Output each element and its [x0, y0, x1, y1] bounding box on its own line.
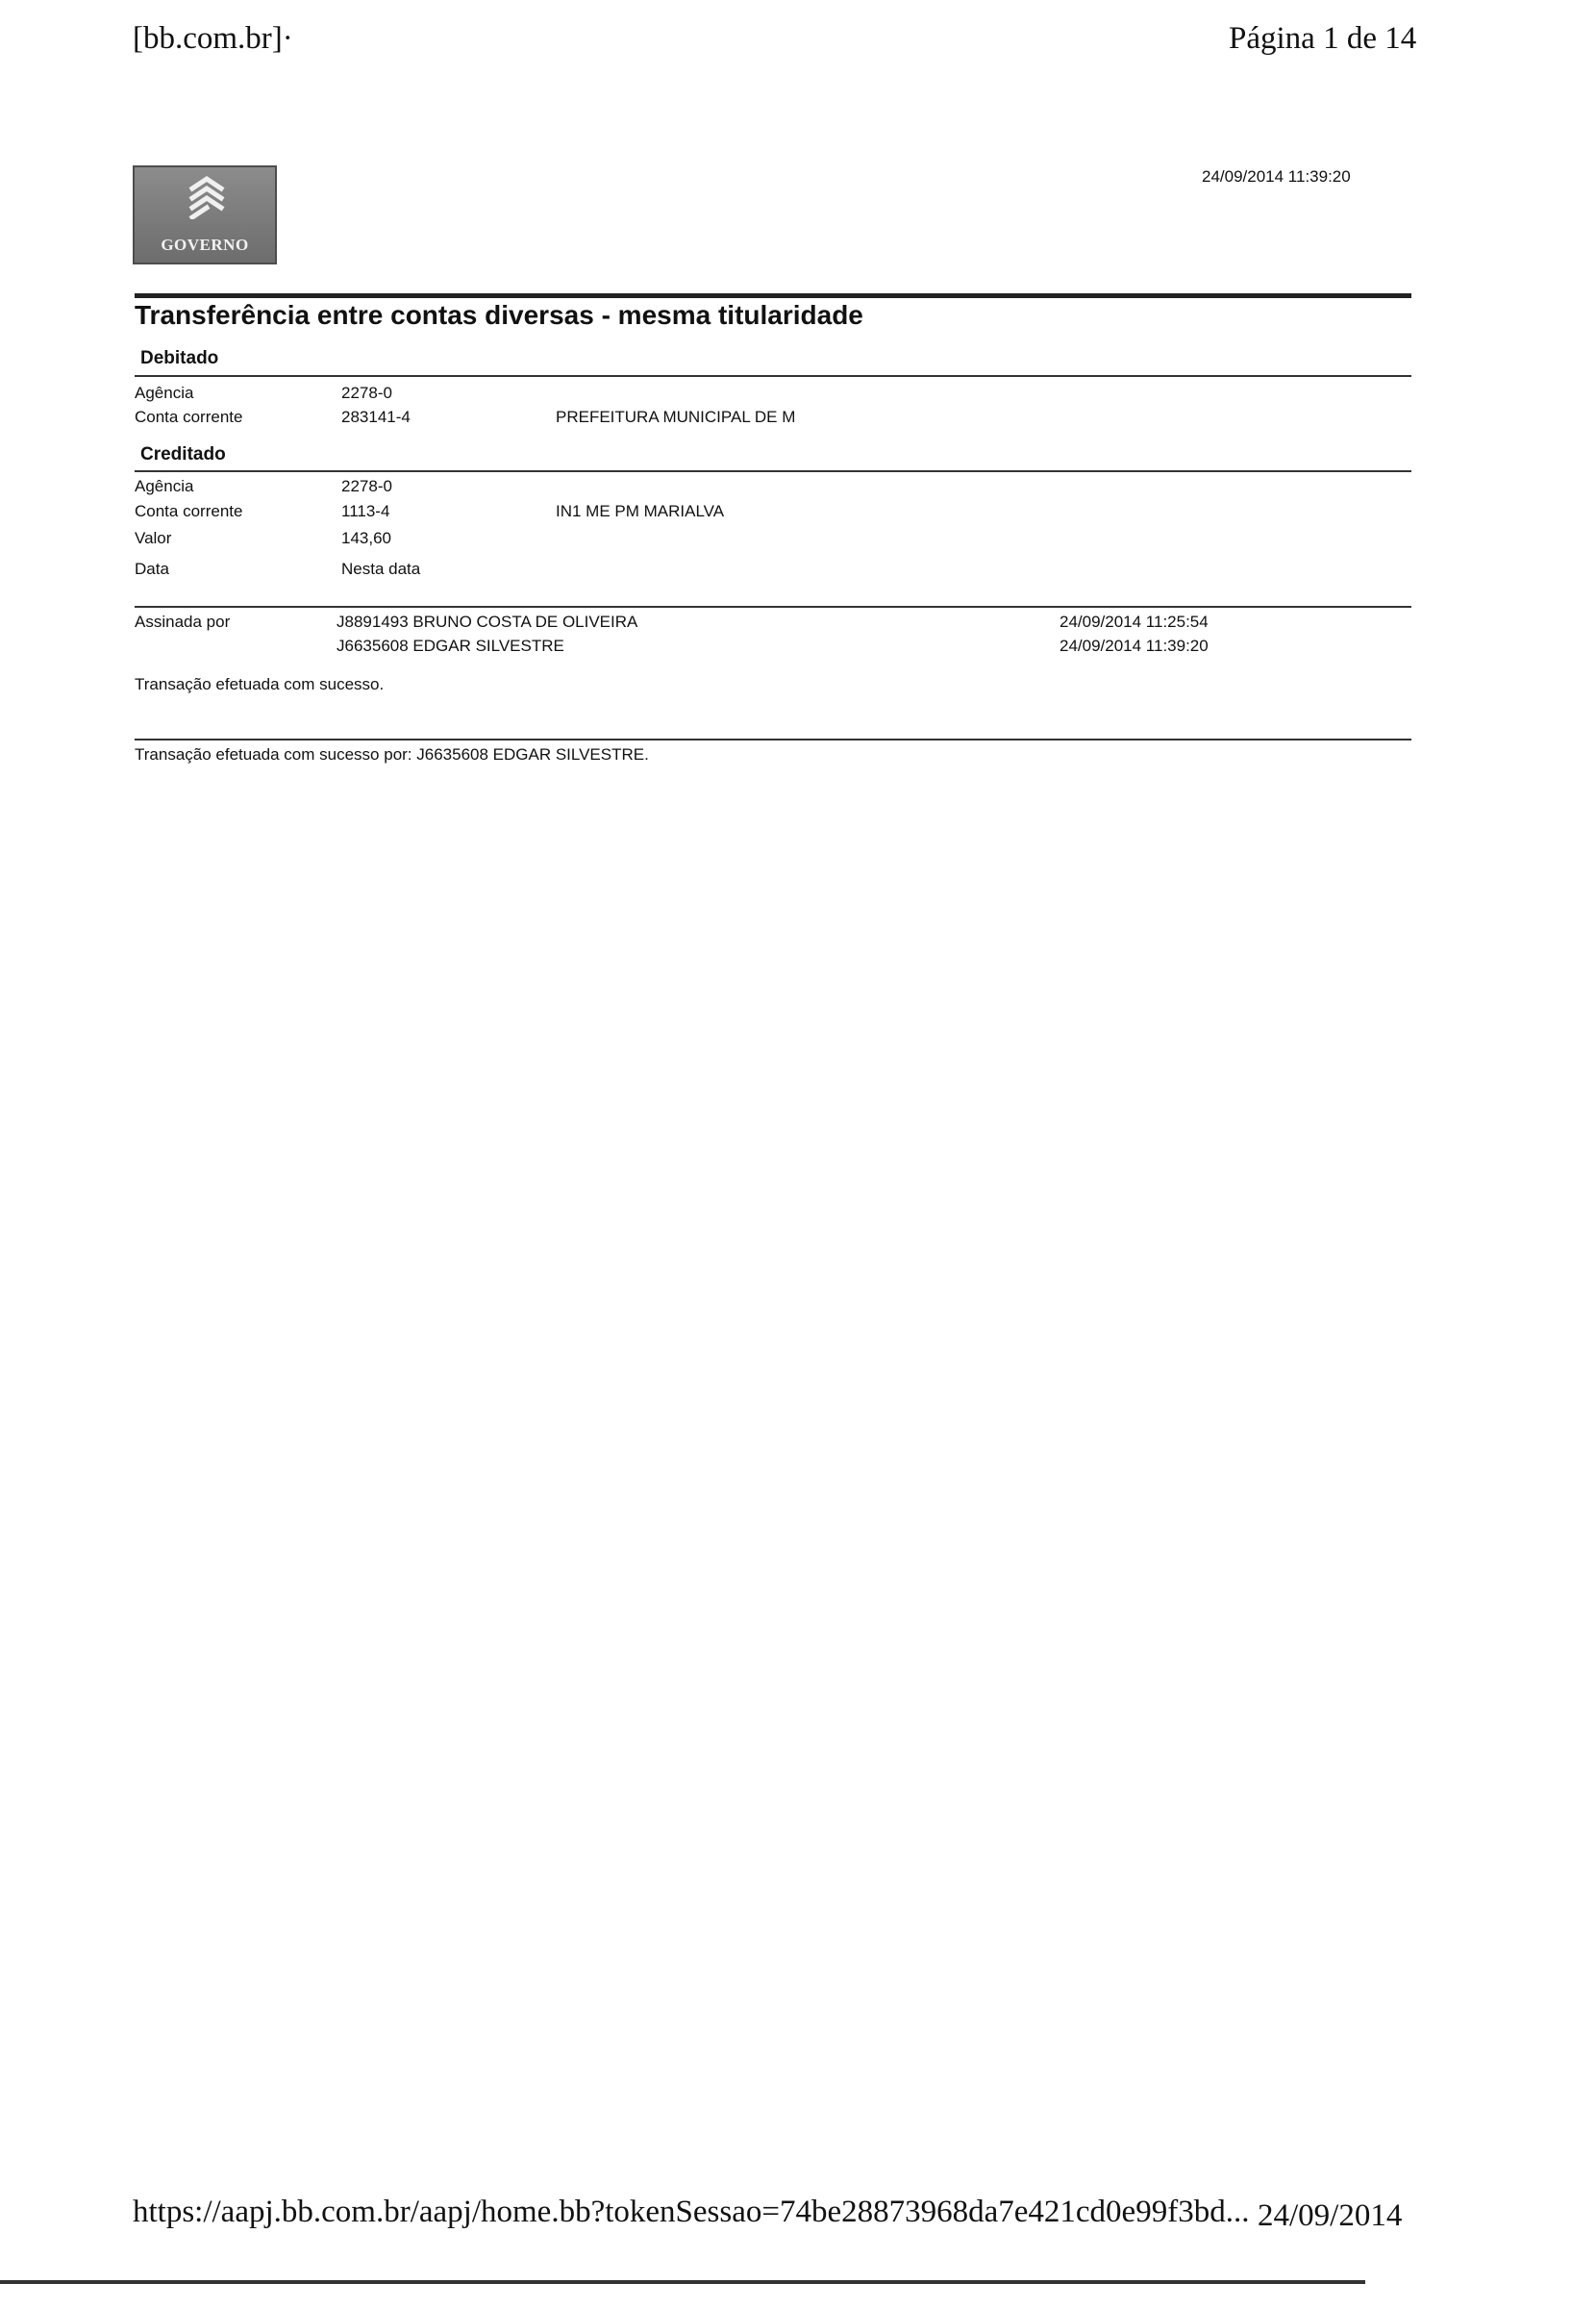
section-rule-creditado — [135, 470, 1411, 472]
amount-value: 143,60 — [341, 529, 391, 547]
debit-agency-label: Agência — [135, 384, 194, 402]
amount-label: Valor — [135, 529, 172, 547]
date-value: Nesta data — [341, 560, 421, 578]
section-rule-debitado — [135, 375, 1411, 377]
section-heading-debitado: Debitado — [140, 348, 219, 368]
debit-account-value: 283141-4 — [341, 408, 411, 426]
page-bottom-edge — [0, 2280, 1365, 2284]
credit-agency-value: 2278-0 — [341, 477, 392, 495]
date-label: Data — [135, 560, 169, 578]
final-status-rule — [135, 739, 1411, 740]
signatures-rule — [135, 606, 1411, 608]
debit-account-holder: PREFEITURA MUNICIPAL DE M — [556, 408, 796, 426]
print-footer-url: https://aapj.bb.com.br/aapj/home.bb?tokenSessao=74be28873968da7e421cd0e99f3bd... — [133, 2195, 1250, 2229]
title-rule — [135, 293, 1411, 298]
debit-account-label: Conta corrente — [135, 408, 243, 426]
credit-agency-label: Agência — [135, 477, 194, 495]
signer-row: J8891493 BRUNO COSTA DE OLIVEIRA — [337, 613, 638, 631]
debit-agency-value: 2278-0 — [341, 384, 392, 402]
transaction-final-status: Transação efetuada com sucesso por: J6635608 EDGAR SILVESTRE. — [135, 745, 649, 764]
bb-governo-logo — [133, 165, 277, 264]
transaction-status: Transação efetuada com sucesso. — [135, 675, 385, 693]
print-header-page-number: Página 1 de 14 — [1229, 21, 1417, 56]
print-footer-date: 24/09/2014 — [1258, 2198, 1403, 2233]
logo-label: GOVERNO — [161, 236, 249, 254]
section-heading-creditado: Creditado — [140, 444, 226, 464]
credit-account-value: 1113-4 — [341, 502, 390, 520]
credit-account-label: Conta corrente — [135, 502, 243, 520]
bb-logo-icon — [185, 175, 229, 219]
page-title: Transferência entre contas diversas - mesma titularidade — [135, 300, 863, 330]
print-header-site: [bb.com.br]· — [133, 21, 293, 56]
credit-account-holder: IN1 ME PM MARIALVA — [556, 502, 725, 520]
signer-row: J6635608 EDGAR SILVESTRE — [337, 637, 564, 655]
signature-datetime: 24/09/2014 11:39:20 — [1060, 637, 1209, 655]
signed-by-label: Assinada por — [135, 613, 231, 631]
signature-datetime: 24/09/2014 11:25:54 — [1060, 613, 1209, 631]
issue-timestamp: 24/09/2014 11:39:20 — [1202, 167, 1351, 186]
